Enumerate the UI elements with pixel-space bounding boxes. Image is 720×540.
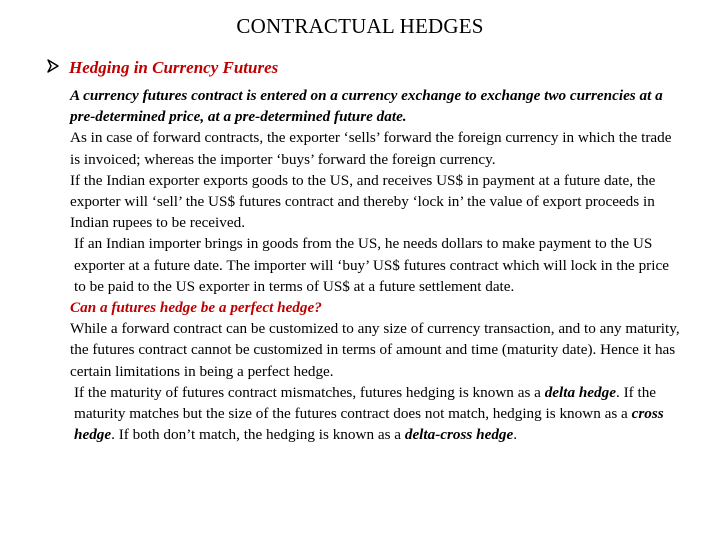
section-heading bbox=[46, 58, 278, 78]
section-heading-text: Hedging in Currency Futures bbox=[69, 58, 279, 77]
question-heading: Can a futures hedge be a perfect hedge? bbox=[70, 299, 322, 317]
hedge-types-paragraph bbox=[70, 382, 680, 446]
arrow-bullet-icon bbox=[46, 59, 64, 78]
limitations-paragraph: While a forward contract can be customized to any size of currency transaction, and to any maturity, the futures contract cannot be customized in terms of amount and time (maturity date). Hence it has certain limitations in being a perfect hedge. bbox=[70, 320, 680, 380]
slide-body bbox=[70, 85, 680, 445]
delta-cross-hedge-term: delta-cross hedge bbox=[404, 426, 514, 444]
hedge-types-text-3: . If both don’t match, the hedging is known as a bbox=[111, 426, 405, 444]
exporter-paragraph: If the Indian exporter exports goods to the US, and receives US$ in payment at a future date, the exporter will ‘sell’ the US$ futures contract and thereby ‘lock in’ the value of export proceeds in Indian rupees to be received. bbox=[70, 171, 656, 232]
hedge-types-text-4: . bbox=[513, 426, 518, 444]
page-title: CONTRACTUAL HEDGES bbox=[236, 14, 484, 38]
forward-contract-paragraph: As in case of forward contracts, the exporter ‘sells’ forward the foreign currency in which the trade is invoiced; whereas the importer ‘buys’ forward the foreign currency. bbox=[70, 129, 672, 168]
delta-hedge-term: delta hedge bbox=[544, 383, 616, 401]
cross-hedge-term: cross hedge bbox=[74, 405, 664, 444]
hedge-types-text-2: . If the maturity matches but the size of the futures contract does not match, hedging is known as a bbox=[74, 383, 657, 423]
definition-paragraph: A currency futures contract is entered on a currency exchange to exchange two currencies at a pre-determined price, at a pre-determined future date. bbox=[70, 87, 663, 126]
importer-paragraph: If an Indian importer brings in goods from the US, he needs dollars to make payment to the US exporter at a future date. The importer will ‘buy’ US$ futures contract which will lock in the price to be paid to the US exporter in terms of US$ at a future settlement date. bbox=[74, 235, 669, 295]
hedge-types-text-1: If the maturity of futures contract mismatches, futures hedging is known as a bbox=[74, 383, 545, 401]
